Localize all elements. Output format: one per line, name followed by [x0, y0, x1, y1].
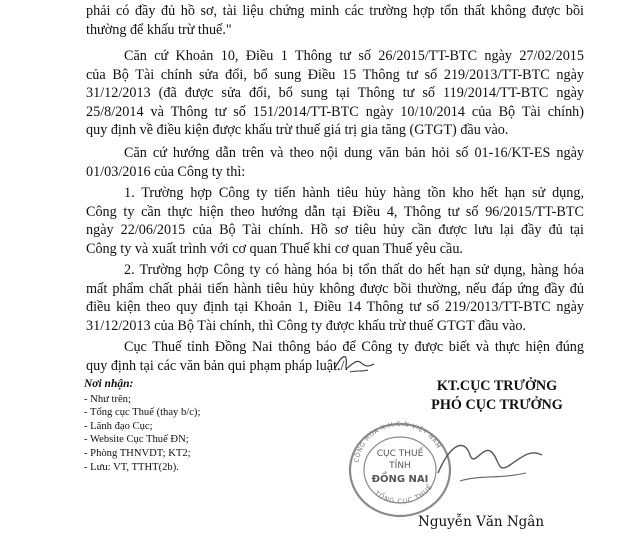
- stamp-ring-bottom: TỔNG CỤC THUẾ: [372, 482, 435, 506]
- text-line: của Bộ Tài chính sửa đổi, bổ sung Điều 15 Thông tư số 219/2013/TT-BTC ngày: [86, 66, 584, 83]
- paragraph-legal-basis: [86, 47, 584, 140]
- paragraph-item-1: [86, 184, 584, 258]
- text-line: 31/12/2013 của Bộ Tài chính, thì Công ty được khấu trừ thuế GTGT đầu vào.: [86, 317, 527, 334]
- recipient-item: - Lưu: VT, TTHT(2b).: [84, 461, 179, 473]
- signer-name: Nguyễn Văn Ngân: [418, 514, 545, 530]
- paragraph-item-2: [86, 261, 584, 335]
- text-line: mất phẩm chất phải tiến hành tiêu hủy không được bồi thường, nếu đáp ứng đầy đủ: [86, 280, 584, 297]
- text-line: phải có đầy đủ hồ sơ, tài liệu chứng minh các trường hợp tổn thất không được bồi: [86, 3, 584, 19]
- text-line: quy định tại các văn bản qui phạm pháp luật./.: [86, 357, 349, 374]
- recipients-heading: Nơi nhận:: [84, 378, 134, 390]
- signer-subtitle: PHÓ CỤC TRƯỞNG: [431, 397, 563, 413]
- recipient-item: - Lãnh đạo Cục;: [84, 420, 153, 432]
- stamp-line-3: ĐỒNG NAI: [371, 474, 429, 485]
- text-line: Cục Thuế tỉnh Đồng Nai thông báo để Công ty được biết và thực hiện đúng: [124, 339, 584, 355]
- text-line: Căn cứ Khoản 10, Điều 1 Thông tư số 26/2015/TT-BTC ngày 27/02/2015: [124, 48, 584, 64]
- paragraph-quote-end: [86, 2, 584, 39]
- text-line: quy định về điều kiện được khấu trừ thuế giá trị gia tăng (GTGT) đầu vào.: [86, 122, 509, 139]
- stamp-line-2: TỈNH: [389, 461, 411, 471]
- text-line: thường để khấu trừ thuế.": [86, 21, 232, 38]
- recipient-item: - Website Cục Thuế ĐN;: [84, 434, 189, 446]
- recipient-item: - Như trên;: [84, 393, 131, 405]
- text-line: Công ty cần thực hiện theo hướng dẫn tại Điều 4, Thông tư số 96/2015/TT-BTC: [86, 203, 584, 220]
- text-line: 31/12/2013 (đã được sửa đổi, bổ sung tại Thông tư số 119/2014/TT-BTC ngày: [86, 85, 584, 102]
- initials-signature: [330, 348, 380, 378]
- recipient-item: - Phòng THNVDT; KT2;: [84, 447, 191, 459]
- stamp-ring-top: CỘNG HÒA X.H.C.N VIỆT NAM: [353, 420, 442, 464]
- text-line: ngày 22/06/2015 của Bộ Tài chính. Hồ sơ tiêu hủy cần được lưu lại đầy đủ tại: [86, 222, 584, 239]
- signer-title: KT.CỤC TRƯỞNG: [436, 378, 558, 394]
- stamp-line-1: CỤC THUẾ: [376, 449, 424, 459]
- text-line: 2. Trường hợp Công ty có hàng hóa bị tổn thất do hết hạn sử dụng, hàng hóa: [124, 262, 584, 278]
- text-line: điều kiện theo quy định tại Khoản 1, Điều 14 Thông tư số 219/2013/TT-BTC ngày: [86, 299, 584, 316]
- text-line: Căn cứ hướng dẫn trên và theo nội dung văn bản hỏi số 01-16/KT-ES ngày: [124, 145, 584, 161]
- paragraph-guidance: [86, 144, 584, 181]
- handwritten-signature: [430, 425, 550, 495]
- recipients-list: [84, 378, 304, 474]
- text-line: 1. Trường hợp Công ty tiến hành tiêu hủy hàng tồn kho hết hạn sử dụng,: [124, 185, 584, 201]
- text-line: 25/8/2014 và Thông tư số 151/2014/TT-BTC ngày 10/10/2014 của Bộ Tài chính): [86, 103, 584, 120]
- text-line: Công ty và xuất trình với cơ quan Thuế khi cơ quan Thuế yêu cầu.: [86, 240, 463, 257]
- svg-text:TỔNG CỤC THUẾ: [372, 482, 434, 506]
- recipient-item: - Tổng cục Thuế (thay b/c);: [84, 407, 201, 419]
- text-line: 01/03/2016 của Công ty thì:: [86, 163, 246, 180]
